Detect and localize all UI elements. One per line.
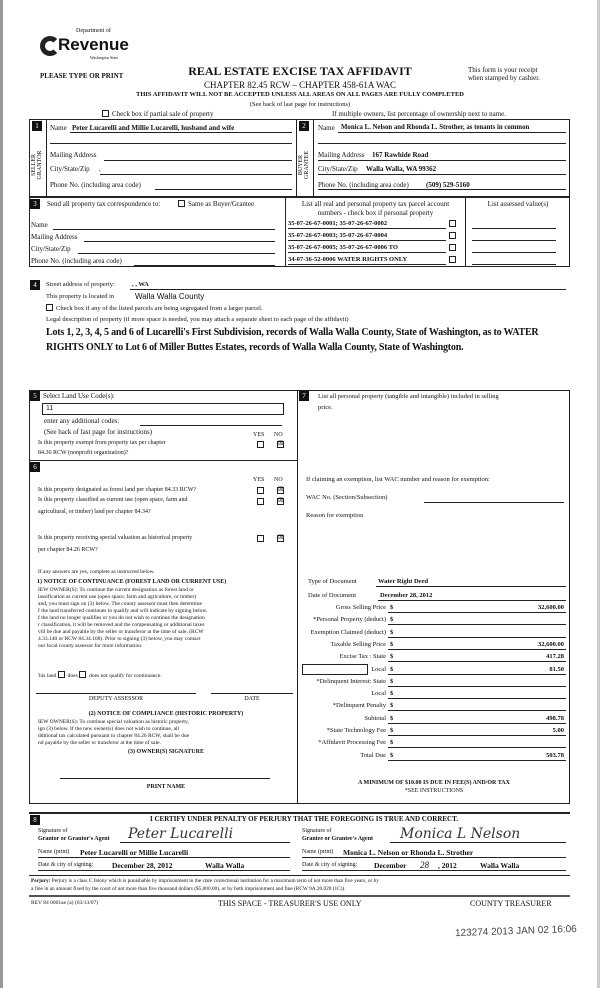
assessed-value-field[interactable] [472, 228, 556, 229]
grantee-city[interactable]: Walla Walla [480, 861, 520, 870]
assessed-value-field[interactable] [472, 264, 556, 265]
buyer-city-label: City/State/Zip [318, 165, 358, 173]
no-checkbox-checked[interactable]: ☒ [278, 487, 284, 493]
fee-underline [388, 612, 566, 613]
if-yes-note: If any answers are yes, complete as instructed below. [38, 569, 155, 575]
section-number: 3 [30, 199, 40, 209]
buyer-city-field[interactable]: Walla Walla, WA 99362 [366, 165, 437, 173]
no-checkbox-checked[interactable]: ☒ [278, 441, 284, 447]
personal-property-checkbox[interactable] [449, 256, 456, 263]
yes-checkbox[interactable] [257, 535, 264, 542]
assessed-value-field[interactable] [472, 240, 556, 241]
fee-underline [388, 637, 566, 638]
see-back-note: (See back of last page for instructions) [44, 428, 153, 436]
scan-edge-left [0, 0, 3, 988]
fee-label: *State Technology Fee [326, 727, 386, 734]
certification: I CERTIFY UNDER PENALTY OF PERJURY THAT THE FOREGOING IS TRUE AND CORRECT. [150, 815, 459, 823]
fee-underline [388, 649, 566, 650]
does-checkbox[interactable] [58, 671, 65, 678]
grantor-print-name[interactable]: Peter Lucarelli or Millie Lucarelli [80, 848, 189, 857]
no-checkbox-checked[interactable]: ☒ [278, 535, 284, 541]
fee-underline [388, 735, 566, 736]
multiple-owners-note: If multiple owners, list percentage of ownership next to name. [332, 110, 506, 118]
seller-name-field[interactable]: Peter Lucarelli and Millie Lucarelli, husband and wife [72, 124, 235, 132]
dollar-sign: $ [390, 702, 394, 710]
name-print-label: Name (print) [302, 849, 334, 855]
doc-type-field[interactable]: Water Right Deed [378, 578, 429, 585]
wac-label: WAC No. (Section/Subsection) [306, 494, 388, 501]
personal-property-checkbox[interactable] [449, 244, 456, 251]
same-as-buyer-label: Same as Buyer/Grantee [188, 200, 255, 208]
fee-value[interactable]: 503.78 [546, 751, 564, 759]
notice-continuance-title: 1) NOTICE OF CONTINUANCE (FOREST LAND OR CURRENT USE) [37, 579, 227, 585]
text-line: ign (3) below. If the new owner(s) does not wish to continue, all [38, 726, 180, 732]
seller-phone-label: Phone No. (including area code) [50, 181, 141, 189]
signature-label: Signature of [38, 828, 68, 834]
fee-value[interactable]: 498.78 [546, 714, 564, 722]
divider [29, 875, 570, 876]
exemption-label: If claiming an exemption, list WAC number and reason for exemption: [306, 476, 490, 483]
dollar-sign: $ [390, 653, 394, 661]
legal-label: Legal description of property (if more space is needed, you may attach a separate sheet to each page of the affidavit) [46, 316, 349, 323]
text-line: f the land no longer qualifies or you do not wish to continue the designation [38, 615, 205, 621]
no-header: NO [274, 477, 283, 483]
land-use-code-field[interactable]: 11 [42, 403, 284, 415]
date-city-label: Date & city of signing: [302, 862, 358, 868]
fee-label: Excise Tax : State [339, 653, 386, 661]
grantor-agent-label: Grantor or Grantor's Agent [38, 836, 110, 842]
logo-text: Revenue [58, 35, 129, 54]
yes-checkbox[interactable] [257, 487, 264, 494]
signature-label: Signature of [302, 828, 332, 834]
text-line: nd payable by the seller or transferor at the time of sale. [38, 740, 161, 746]
seller-label: SELLER GRANTOR [31, 150, 43, 180]
question: Is this property designated as forest land per chapter 84.33 RCW? [38, 487, 197, 493]
divider [29, 812, 570, 814]
fee-underline [388, 624, 566, 625]
parcel-number[interactable]: 35-07-26-67-0003; 35-07-26-67-0004 [288, 232, 388, 239]
divider [29, 460, 297, 461]
deputy-assessor-label: DEPUTY ASSESSOR [88, 696, 144, 702]
seller-mail-field[interactable] [104, 160, 292, 161]
perjury-text [31, 878, 379, 885]
see-instructions: *SEE INSTRUCTIONS [404, 788, 464, 794]
corr-name-field[interactable] [53, 229, 275, 230]
text: 'his land [38, 673, 57, 679]
buyer-name-field[interactable]: Monica L. Nelson and Rhonda L. Strother, as tenants in common [341, 124, 530, 131]
fee-underline [388, 760, 566, 761]
dollar-sign: $ [390, 665, 394, 673]
fee-underline [388, 723, 566, 724]
corr-name-label: Name [31, 221, 48, 229]
segregated-label: Check box if any of the listed parcels are being segregated from a larger parcel. [56, 305, 263, 312]
fee-label: *Delinquent Interest: State [316, 677, 386, 685]
fee-underline [388, 686, 566, 687]
seller-city-field[interactable]: , [99, 165, 101, 173]
question: Is this property classified as current use (open space, farm and [38, 497, 188, 503]
grantee-day[interactable]: 28 [420, 860, 429, 870]
tax-correspondence-label: Send all property tax correspondence to: [47, 200, 161, 208]
grantor-signature[interactable]: Peter Lucarelli [128, 826, 234, 842]
fee-underline [388, 661, 566, 662]
please-type: PLEASE TYPE OR PRINT [40, 72, 124, 80]
dollar-sign: $ [390, 604, 394, 611]
dollar-sign: $ [390, 739, 394, 747]
parcel-header: numbers - check box if personal property [317, 209, 434, 217]
land-use-label: Select Land Use Code(s): [43, 392, 115, 400]
doc-type-label: Type of Document [308, 578, 357, 585]
dollar-sign: $ [390, 677, 394, 685]
seller-phone-field[interactable] [155, 189, 292, 190]
seller-city-label: City/State/Zip [50, 165, 90, 173]
fee-value[interactable]: 417.28 [546, 653, 564, 661]
section-number: 6 [30, 462, 40, 472]
assessed-value-field[interactable] [472, 252, 556, 253]
question: agricultural, or timber) land per chapter 84.34? [38, 509, 151, 515]
doc-date-field[interactable]: December 28, 2012 [380, 592, 433, 599]
text-line: and, you must sign on (3) below. The county assessor must then determine [38, 601, 202, 607]
dollar-sign: $ [390, 628, 394, 636]
text-line: r classification, it will be removed and the compensating or additional taxes [38, 622, 205, 628]
text-line: IEW OWNER(S): To continue special valuation as historic property, [38, 719, 189, 725]
personal-property-checkbox[interactable] [449, 220, 456, 227]
fee-label: Local [371, 690, 386, 698]
question: per chapter 84.26 RCW? [38, 547, 98, 553]
fee-label: Local [371, 665, 386, 673]
corr-city-field[interactable] [78, 253, 275, 254]
reason-label: Reason for exemption [306, 512, 364, 519]
personal-property-label: List all personal property (tangible and intangible) included in selling [318, 393, 499, 400]
fee-value[interactable]: 32,600.00 [538, 640, 564, 648]
fee-underline [388, 674, 566, 675]
fee-label: Gross Selling Price [335, 604, 386, 611]
buyer-phone-field[interactable]: (509) 529-5160 [426, 181, 470, 189]
additional-codes-field[interactable] [140, 425, 282, 426]
dollar-sign: $ [390, 640, 394, 648]
warning: THIS AFFIDAVIT WILL NOT BE ACCEPTED UNLESS ALL AREAS ON ALL PAGES ARE FULLY COMPLETED [136, 91, 464, 98]
parcel-number[interactable]: 35-07-26-67-0005; 35-07-26-67-0006 TO [288, 244, 398, 251]
minimum-note: A MINIMUM OF $10.00 IS DUE IN FEE(S) AND/OR TAX [358, 780, 510, 786]
logo-text: Washington State [90, 55, 119, 60]
parcel-number[interactable]: 35-07-26-67-0001; 35-07-26-67-0002 [288, 220, 388, 227]
text-line: lassification as current use (open space, farm and agriculture, or timber) [38, 594, 197, 600]
text-line: IEW OWNER(S): To continue the current designation as forest land or [38, 587, 194, 593]
does-not-checkbox[interactable] [79, 671, 86, 678]
yes-header: YES [253, 477, 265, 483]
buyer-mail-field[interactable]: 167 Rawhide Road [372, 151, 429, 159]
assessed-header: List assessed value(s) [487, 200, 549, 208]
form-title: REAL ESTATE EXCISE TAX AFFIDAVIT [188, 64, 412, 78]
fee-label: Exemption Claimed (deduct) [310, 628, 386, 636]
corr-phone-field[interactable] [134, 265, 275, 266]
legal-description[interactable]: Lots 1, 2, 3, 4, 5 and 6 of Lucarelli's First Subdivision, records of Walla Walla County, State of Washington, as to WATER [46, 327, 539, 338]
fee-label: Taxable Selling Price [330, 640, 386, 648]
question: Is this property exempt from property tax per chapter [38, 440, 166, 446]
county-field[interactable]: Walla Walla County [135, 292, 205, 301]
deputy-assessor-signature[interactable] [36, 693, 196, 694]
form-chapter: CHAPTER 82.45 RCW – CHAPTER 458-61A WAC [204, 80, 396, 90]
no-header: NO [274, 432, 283, 438]
legal-description[interactable]: RIGHTS ONLY to Lot 6 of Miller Buttes Estates, records of Walla Walla County, State of Washington. [46, 342, 464, 353]
fee-value[interactable]: 5.00 [552, 727, 564, 734]
buyer-label: BUYER GRANTEE [298, 151, 310, 179]
fee-underline [388, 747, 566, 748]
dollar-sign: $ [390, 616, 394, 624]
dollar-sign: $ [390, 727, 394, 734]
text-line: vill be due and payable by the seller or transferor at the time of sale. (RCW [38, 629, 204, 635]
additional-codes-label: enter any additional codes: [44, 417, 120, 425]
seller-mail-label: Mailing Address [50, 151, 97, 159]
personal-property-label: price. [318, 404, 333, 411]
located-label: This property is located in [46, 293, 115, 300]
buyer-mail-label: Mailing Address [318, 151, 365, 159]
text-line: dditional tax calculated pursuant to chapter 84.26 RCW, shall be due [38, 733, 190, 739]
name-print-label: Name (print) [38, 849, 70, 855]
parcel-header: List all real and personal property tax parcel account [301, 200, 450, 208]
fee-underline [388, 698, 566, 699]
personal-property-checkbox[interactable] [449, 232, 456, 239]
date-city-label: Date & city of signing: [38, 862, 94, 868]
street-field[interactable]: , , WA [132, 281, 149, 288]
fee-value[interactable]: 81.50 [549, 665, 564, 673]
partial-sale-label: Check box if partial sale of property [112, 110, 214, 118]
question: 84.36 RCW (nonprofit organization)? [38, 450, 129, 456]
section-number: 2 [299, 121, 309, 131]
treasurer-use: THIS SPACE - TREASURER'S USE ONLY [218, 899, 362, 908]
grantee-print-name[interactable]: Monica L. Nelson or Rhonda L. Strother [343, 848, 474, 857]
street-label: Street address of property: [46, 281, 115, 288]
grantee-year[interactable]: , 2012 [438, 861, 457, 870]
grantee-agent-label: Grantee or Grantee's Agent [302, 836, 374, 842]
grantee-date[interactable]: December [374, 861, 407, 870]
text: does [67, 673, 78, 679]
fee-label: *Personal Property (deduct) [313, 616, 386, 624]
corr-mail-field[interactable] [84, 241, 275, 242]
local-code-box[interactable] [302, 664, 368, 675]
print-name-label: PRINT NAME [146, 784, 186, 790]
section-number: 5 [30, 391, 40, 401]
logo-text: Department of [76, 28, 111, 34]
section-number: 7 [299, 391, 309, 401]
yes-checkbox[interactable] [257, 498, 264, 505]
owner-signature-field[interactable] [60, 778, 270, 779]
doc-date-label: Date of Document [308, 592, 357, 599]
receipt-note: This form is your receipt [468, 66, 538, 74]
fee-label: *Delinquent Penalty [332, 702, 386, 710]
text-line: 4.33.140 or RCW 84.34.108). Prior to signing (3) below, you may contact [38, 636, 201, 642]
fee-label: Subtotal [364, 714, 386, 722]
divider [29, 895, 570, 897]
partial-sale-checkbox[interactable] [102, 110, 213, 118]
same-as-buyer-checkbox[interactable] [178, 200, 254, 208]
yes-header: YES [253, 432, 265, 438]
divider [29, 390, 30, 804]
receipt-note: when stamped by cashier. [468, 74, 540, 82]
grantor-city[interactable]: Walla Walla [205, 861, 245, 870]
corr-city-label: City/State/Zip [31, 245, 71, 253]
dollar-sign: $ [390, 714, 394, 722]
segregated-checkbox[interactable] [46, 304, 263, 312]
perjury-label: Perjury: [31, 878, 51, 884]
county-treasurer: COUNTY TREASURER [470, 899, 552, 908]
section-number: 8 [30, 815, 40, 825]
grantor-date[interactable]: December 28, 2012 [112, 861, 173, 870]
cashier-stamp: 123274 2013 JAN 02 16:06 [454, 923, 577, 940]
text: does not qualify for continuance. [89, 673, 162, 679]
perjury-text: a fine in an amount fixed by the court of not more than five thousand dollars ($5,000.00), or by both imprisonment and fine (RCW 9A.20.020 (1C)). [31, 886, 346, 892]
text-line: Perjury is a class C felony which is punishable by imprisonment in the state correctional institution for a maximum term of not more than five years, or by [51, 878, 379, 884]
grantee-signature[interactable]: Monica L Nelson [400, 826, 521, 842]
section-number: 1 [32, 121, 42, 131]
section-number: 4 [30, 280, 40, 290]
assessor-date-field[interactable] [211, 693, 293, 694]
date-label: DATE [244, 696, 260, 702]
dollar-sign: $ [390, 751, 394, 759]
no-checkbox-checked[interactable]: ☒ [278, 498, 284, 504]
owner-signature-title: (3) OWNER(S) SIGNATURE [128, 749, 204, 755]
corr-mail-label: Mailing Address [31, 233, 78, 241]
continuance-qualify [38, 671, 162, 679]
corr-phone-label: Phone No. (including area code) [31, 257, 122, 265]
yes-checkbox[interactable] [257, 441, 264, 448]
wac-field[interactable] [424, 502, 564, 503]
buyer-name-label: Name [318, 124, 335, 132]
fee-value[interactable]: 32,600.00 [538, 604, 564, 611]
fee-underline [388, 710, 566, 711]
dollar-sign: $ [390, 690, 394, 698]
logo-swoosh-icon [40, 36, 60, 56]
fee-label: *Affidavit Processing Fee [318, 739, 386, 747]
text-line: our local county assessor for more information. [38, 643, 143, 649]
buyer-phone-label: Phone No. (including area code) [318, 181, 409, 189]
seller-name-label: Name [50, 124, 67, 132]
form-revision: REV 84 0001ae (a) (03/13/07) [31, 900, 99, 906]
text-line: f the land transferred continues to qualify and will indicate by signing below. [38, 608, 208, 614]
parcel-number[interactable]: 34-07-36-52-0006 WATER RIGHTS ONLY [288, 256, 408, 263]
question: Is this property receiving special valuation as historical property [38, 535, 193, 541]
see-back: (See back of last page for instructions) [249, 101, 351, 108]
fee-label: Total Due [360, 751, 386, 759]
notice-compliance-title: (2) NOTICE OF COMPLIANCE (HISTORIC PROPERTY) [88, 711, 244, 717]
